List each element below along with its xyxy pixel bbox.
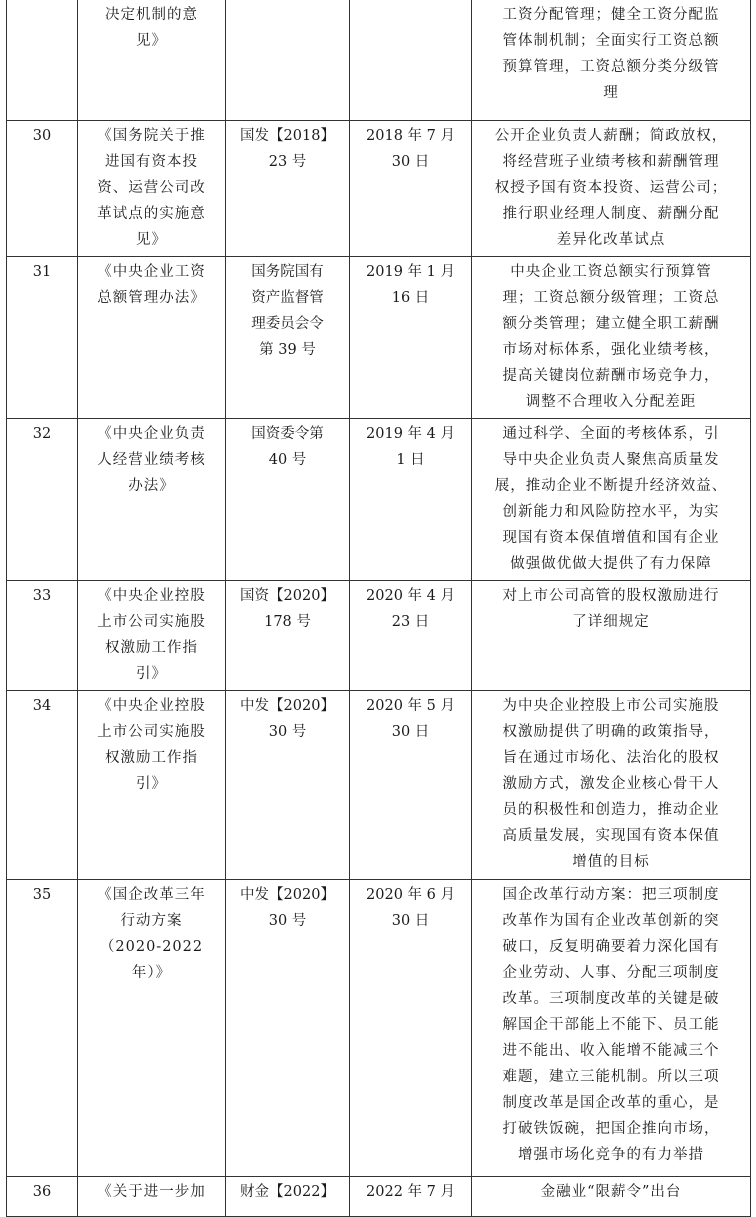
document-number <box>226 0 350 121</box>
cell-text-line: 改革作为国有企业改革创新的突 <box>502 913 720 929</box>
policy-table-body <box>7 0 751 1217</box>
table-row <box>7 419 751 581</box>
cell-text-line: 推行职业经理人制度、薪酬分配 <box>502 206 720 222</box>
cell-text-line: 破口，反复明确要着力深化国有 <box>502 939 720 955</box>
cell-text-line: 30 号 <box>268 913 307 929</box>
cell-text-line: 增强市场化竞争的有力举措 <box>518 1147 704 1163</box>
row-number: 31 <box>7 257 78 419</box>
row-number: 35 <box>7 880 78 1177</box>
cell-text-line: 旨在通过市场化、法治化的股权 <box>502 750 720 766</box>
cell-text-line: 进不能出、收入能增不能减三个 <box>502 1043 720 1059</box>
issue-date <box>350 121 472 257</box>
policy-name <box>78 419 226 581</box>
cell-text-line: 中发【2020】 <box>240 698 335 714</box>
cell-text-line: 金融业“限薪令”出台 <box>540 1184 682 1200</box>
cell-text-line: 调整不合理收入分配差距 <box>525 394 697 410</box>
policy-content <box>472 121 751 257</box>
issue-date <box>350 691 472 880</box>
cell-text-line: 国发【2018】 <box>240 128 335 144</box>
cell-text-line: 30 号 <box>268 724 307 740</box>
policy-content <box>472 257 751 419</box>
cell-text-line: 理 <box>603 85 619 101</box>
cell-text-line: 做强做优做大提供了有力保障 <box>510 556 712 572</box>
document-number <box>226 581 350 691</box>
cell-text-line: 见》 <box>136 33 167 49</box>
cell-text-line: 16 日 <box>391 290 430 306</box>
cell-text-line: 引》 <box>136 666 167 682</box>
cell-text-line: 2020 年 4 月 <box>366 588 455 604</box>
cell-text-line: 权激励工作指 <box>105 750 198 766</box>
cell-text-line: 《国务院关于推 <box>97 128 206 144</box>
cell-text-line: 对上市公司高管的股权激励进行 <box>502 588 720 604</box>
row-number: 34 <box>7 691 78 880</box>
row-number: 36 <box>7 1177 78 1217</box>
cell-text-line: 难题，建立三能机制。所以三项 <box>502 1069 720 1085</box>
cell-text-line: 行动方案 <box>120 913 183 929</box>
cell-text-line: 人经营业绩考核 <box>97 452 206 468</box>
cell-text-line: 2019 年 1 月 <box>366 264 455 280</box>
cell-text-line: 178 号 <box>264 614 311 630</box>
issue-date <box>350 880 472 1177</box>
cell-text-line: 打破铁饭碗，把国企推向市场， <box>502 1121 720 1137</box>
table-row <box>7 581 751 691</box>
issue-date <box>350 419 472 581</box>
policy-content <box>472 581 751 691</box>
cell-text-line: 企业劳动、人事、分配三项制度 <box>502 965 720 981</box>
cell-text-line: 总额管理办法》 <box>97 290 206 306</box>
issue-date <box>350 257 472 419</box>
cell-text-line: 高质量发展，实现国有资本保值 <box>502 828 720 844</box>
cell-text-line: 增值的目标 <box>572 854 650 870</box>
cell-text-line: 革试点的实施意 <box>97 206 206 222</box>
cell-text-line: 导中央企业负责人聚焦高质量发 <box>502 452 720 468</box>
cell-text-line: （2020-2022 <box>99 939 204 955</box>
policy-name <box>78 880 226 1177</box>
cell-text-line: 2018 年 7 月 <box>366 128 455 144</box>
cell-text-line: 《国企改革三年 <box>97 887 206 903</box>
cell-text-line: 决定机制的意 <box>105 7 198 23</box>
cell-text-line: 第 39 号 <box>259 342 316 358</box>
policy-name <box>78 257 226 419</box>
cell-text-line: 1 日 <box>396 452 425 468</box>
row-number <box>7 0 78 121</box>
table-row <box>7 257 751 419</box>
cell-text-line: 2020 年 5 月 <box>366 698 455 714</box>
cell-text-line: 2020 年 6 月 <box>366 887 455 903</box>
policy-table <box>6 0 751 1217</box>
policy-content <box>472 880 751 1177</box>
cell-text-line: 财金【2022】 <box>240 1184 335 1200</box>
cell-text-line: 资产监督管 <box>251 290 324 306</box>
cell-text-line: 《关于进一步加 <box>97 1184 206 1200</box>
document-number <box>226 121 350 257</box>
document-number <box>226 419 350 581</box>
cell-text-line: 权授予国有资本投资、运营公司； <box>494 180 728 196</box>
cell-text-line: 《中央企业工资 <box>97 264 206 280</box>
cell-text-line: 上市公司实施股 <box>97 614 206 630</box>
cell-text-line: 中央企业工资总额实行预算管 <box>510 264 712 280</box>
row-number: 30 <box>7 121 78 257</box>
issue-date <box>350 581 472 691</box>
cell-text-line: 制度改革是国企改革的重心，是 <box>502 1095 720 1111</box>
document-number <box>226 257 350 419</box>
cell-text-line: 40 号 <box>268 452 307 468</box>
cell-text-line: 管体制机制；全面实行工资总额 <box>502 33 720 49</box>
table-row <box>7 691 751 880</box>
issue-date <box>350 0 472 121</box>
cell-text-line: 国企改革行动方案：把三项制度 <box>502 887 720 903</box>
cell-text-line: 《中央企业负责 <box>97 426 206 442</box>
cell-text-line: 《中央企业控股 <box>97 698 206 714</box>
table-row <box>7 880 751 1177</box>
cell-text-line: 《中央企业控股 <box>97 588 206 604</box>
cell-text-line: 员的积极性和创造力，推动企业 <box>502 802 720 818</box>
cell-text-line: 国资委令第 <box>251 426 324 442</box>
policy-name <box>78 581 226 691</box>
cell-text-line: 资、运营公司改 <box>97 180 206 196</box>
policy-name <box>78 121 226 257</box>
cell-text-line: 办法》 <box>128 478 175 494</box>
policy-content <box>472 419 751 581</box>
cell-text-line: 2019 年 4 月 <box>366 426 455 442</box>
cell-text-line: 现国有资本保值增值和国有企业 <box>502 530 720 546</box>
cell-text-line: 公开企业负责人薪酬；简政放权， <box>494 128 728 144</box>
table-row <box>7 0 751 121</box>
cell-text-line: 理；工资总额分级管理；工资总 <box>502 290 720 306</box>
row-number: 32 <box>7 419 78 581</box>
cell-text-line: 权激励提供了明确的政策指导， <box>502 724 720 740</box>
cell-text-line: 中发【2020】 <box>240 887 335 903</box>
cell-text-line: 额分类管理；建立健全职工薪酬 <box>502 316 720 332</box>
policy-name <box>78 0 226 121</box>
cell-text-line: 了详细规定 <box>572 614 650 630</box>
policy-name <box>78 691 226 880</box>
table-row <box>7 121 751 257</box>
cell-text-line: 国务院国有 <box>251 264 324 280</box>
cell-text-line: 2022 年 7 月 <box>366 1184 455 1200</box>
cell-text-line: 30 日 <box>391 913 430 929</box>
cell-text-line: 见》 <box>136 232 167 248</box>
cell-text-line: 进国有资本投 <box>105 154 198 170</box>
cell-text-line: 创新能力和风险防控水平，为实 <box>502 504 720 520</box>
cell-text-line: 30 日 <box>391 154 430 170</box>
cell-text-line: 激励方式，激发企业核心骨干人 <box>502 776 720 792</box>
cell-text-line: 提高关键岗位薪酬市场竞争力， <box>502 368 720 384</box>
cell-text-line: 市场对标体系，强化业绩考核， <box>502 342 720 358</box>
cell-text-line: 为中央企业控股上市公司实施股 <box>502 698 720 714</box>
cell-text-line: 差异化改革试点 <box>556 232 666 248</box>
cell-text-line: 年）》 <box>131 965 172 981</box>
document-number <box>226 691 350 880</box>
cell-text-line: 理委员会令 <box>251 316 324 332</box>
cell-text-line: 展，推动企业不断提升经济效益、 <box>494 478 728 494</box>
cell-text-line: 工资分配管理；健全工资分配监 <box>502 7 720 23</box>
row-number: 33 <box>7 581 78 691</box>
cell-text-line: 23 号 <box>268 154 307 170</box>
cell-text-line: 解国企干部能上不能下、员工能 <box>502 1017 720 1033</box>
policy-content <box>472 0 751 121</box>
cell-text-line: 权激励工作指 <box>105 640 198 656</box>
policy-content <box>472 691 751 880</box>
cell-text-line: 引》 <box>136 776 167 792</box>
cell-text-line: 通过科学、全面的考核体系，引 <box>502 426 720 442</box>
cell-text-line: 上市公司实施股 <box>97 724 206 740</box>
cell-text-line: 将经营班子业绩考核和薪酬管理 <box>502 154 720 170</box>
cell-text-line: 改革。三项制度改革的关键是破 <box>502 991 720 1007</box>
cell-text-line: 30 日 <box>391 724 430 740</box>
cell-text-line: 23 日 <box>391 614 430 630</box>
cell-text-line: 国资【2020】 <box>240 588 335 604</box>
document-number <box>226 880 350 1177</box>
cell-text-line: 预算管理，工资总额分类分级管 <box>502 59 720 75</box>
